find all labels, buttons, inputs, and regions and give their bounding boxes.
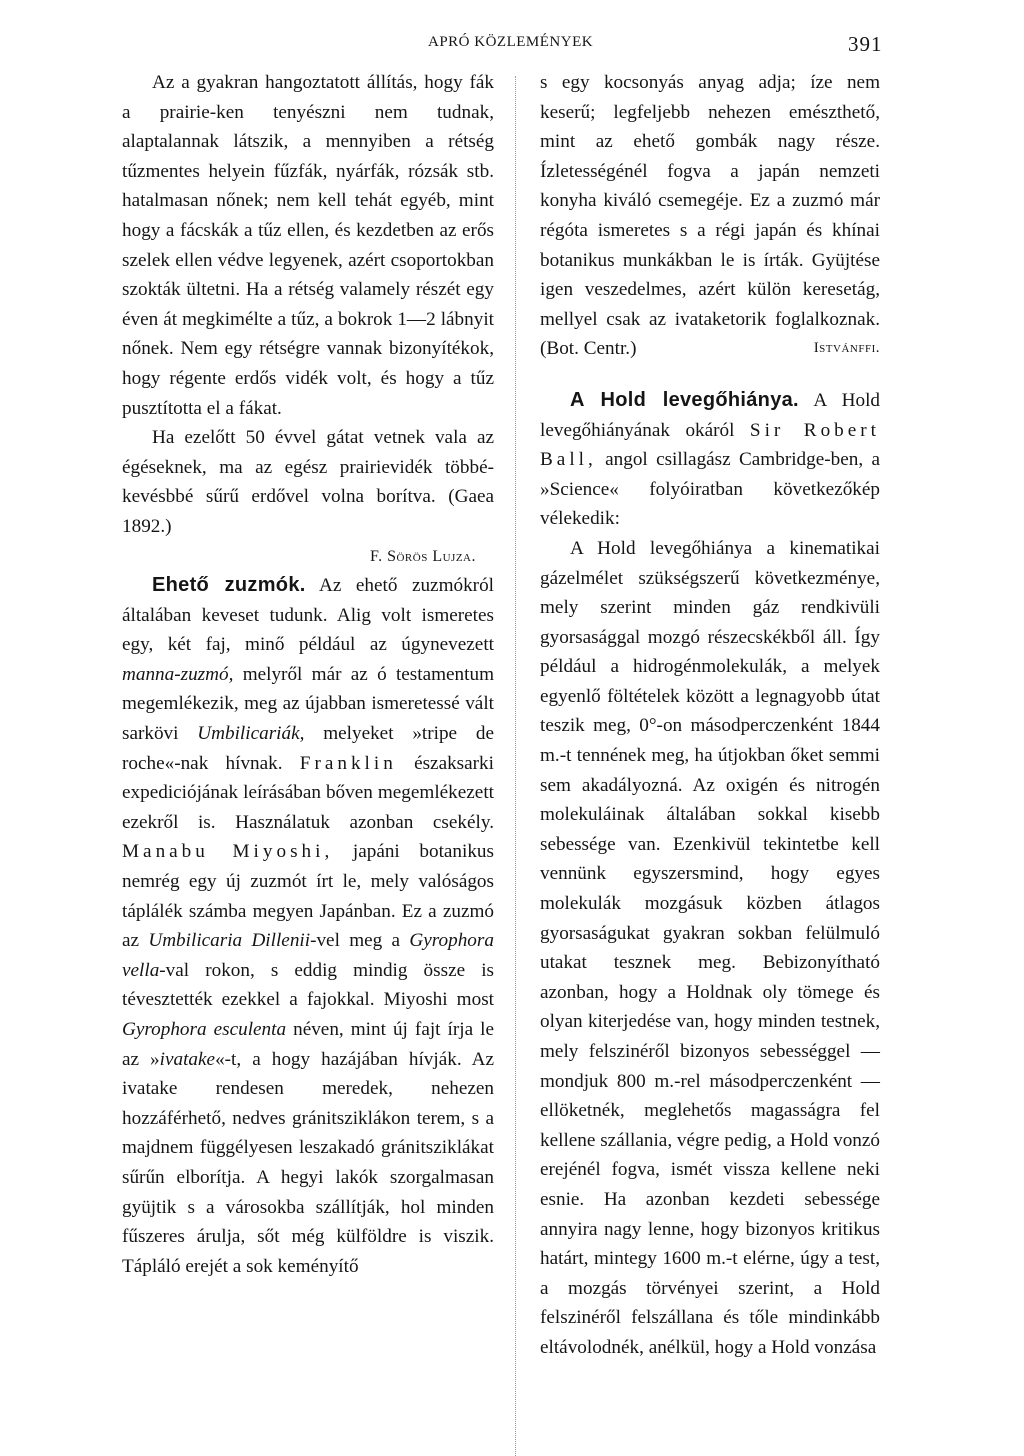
lichen-continuation	[540, 68, 880, 364]
text-span: s egy kocsonyás anyag adja; íze nem keserű; legfeljebb nehezen emészthető, mint az ehető gombák nagy része. Ízletességénél fogva a japán nemzeti konyha kiváló csemegéje. Ez a zuzmó már régóta ismeretes s a régi japán és khínai botanikus munkákban le is írták. Gyüjtése igen veszedelmes, azért külön keresetág, mellyel csak az ivataketorik foglalkoznak. (Bot. Centr.)	[540, 72, 880, 360]
person-name-ball: Sir Robert Ball,	[540, 419, 880, 471]
italic-term: ivatake	[159, 1048, 216, 1070]
text-span: A Hold levegőhiányának okáról	[540, 389, 880, 441]
text-span: -vel meg a	[310, 930, 410, 952]
running-head	[0, 32, 1024, 62]
text-span: angol csillagász Cambridge-ben, a »Science« folyóiratban következőkép vélekedik:	[540, 449, 880, 530]
text-span: japáni botanikus nemrég egy új zuzmót írt le, mely valóságos táplálék számba megyen Japánban. Ez a zuzmó az	[122, 841, 494, 952]
italic-term: Umbilicariák,	[197, 723, 305, 745]
section-gap	[540, 364, 880, 386]
prairie-paragraph-2: Ha ezelőtt 50 évvel gátat vetnek vala az égéseknek, ma az egész prairievidék többé-kevésbbé sűrű erdővel volna borítva. (Gaea 1892.)	[122, 427, 494, 537]
left-column	[122, 68, 494, 1281]
text-span: északsarki expediciójának leírásában bőven megemlékezett ezekről is. Használatuk azonban csekély.	[122, 752, 494, 833]
prairie-paragraph-1: Az a gyakran hangoztatott állítás, hogy fák a prairie-ken tenyészni nem tudnak, alaptalannak látszik, a mennyiben a rétség tűzmentes helyein fűzfák, nyárfák, rózsák stb. hatalmasan nőnek; nem kell tehát egyéb, mint hogy a fácskák a tűz ellen, és kezdetben az erős szelek ellen védve legyenek, azért csoportokban szokták ültetni. Ha a rétség valamely részét egy éven át megkimélte a tűz, a bokrok 1—2 lábnyit nőnek. Nem egy rétségre vannak bizonyítékok, hogy régente erdős vidék volt, és hogy a tűz pusztította el a fákat.	[122, 72, 494, 419]
text-span: «-t, a hogy hazájában hívják. Az ivatake rendesen meredek, nehezen hozzáférhető, nedves gránitsziklákon terem, s a majdnem függélyesen leszakadó gránitsziklákat sűrűn elborítja. A hegyi lakók szorgalmasan gyüjtik s a városokba szállítják, hol minden fűszeres árulja, sőt még külföldre is viszik. Tápláló erejét a sok keményítő	[122, 1048, 494, 1277]
signature-istvanffi: Istvánffi.	[813, 340, 880, 357]
lichen-paragraph	[122, 571, 494, 1281]
right-column	[540, 68, 880, 1363]
text-span: melyről már az ó testamentum megemlékezik, meg az újabban ismeretessé vált sarkövi	[122, 663, 494, 745]
person-name-miyoshi: Manabu Miyoshi,	[122, 841, 334, 863]
signature-soros: F. Sörös Lujza.	[369, 547, 476, 565]
italic-term: Gyrophora vella	[122, 930, 494, 981]
page-number: 391	[848, 32, 883, 56]
moon-intro-paragraph	[540, 386, 880, 534]
text-span: Az ehető zuzmókról általában keveset tudunk. Alig volt ismeretes egy, két faj, minő például az úgynevezett	[122, 575, 494, 656]
person-name-franklin: Franklin	[299, 752, 397, 774]
column-divider	[515, 76, 516, 1456]
section-title-moon: A Hold levegőhiánya.	[570, 388, 799, 411]
text-span: melyeket »tripe de roche«-nak hívnak.	[122, 723, 494, 774]
italic-term: Gyrophora esculenta	[122, 1019, 287, 1040]
text-span: néven, mint új fajt írja le az »	[122, 1019, 494, 1070]
moon-paragraph: A Hold levegőhiánya a kinematikai gázelmélet szükségszerű következménye, mely szerint minden gáz rendkivüli gyorsasággal mozgó részecskékből áll. Így például a hidrogénmolekulák, a melyek egyenlő föltételek között a legnagyobb útat teszik meg, 0°-on másodperczenként 1844 m.-t tennének meg, ha útjokban őket semmi sem akadályozná. Az oxigén és nitrogén molekuláinak általában sokkal kisebb sebessége van. Ezenkivül tekintetbe kell vennünk egyszersmind, hogy egyes molekulák mozgásuk közben átlagos gyorsaságukat gyakran sokban felülmuló utakat tesznek meg. Bebizonyítható azonban, hogy a Holdnak oly tömege és olyan kiterjedése van, hogy minden testnek, mely felszinéről bizonyos sebességgel — mondjuk 800 m.-rel másodperczenként — ellöketnék, meglehetős magasságra fel kellene szállania, végre pedig, a Hold vonzó erejénél fogva, ismét vissza kellene neki esnie. Ha azonban kezdeti sebessége annyira nagy lenne, hogy bizonyos kritikus határt, mintegy 1600 m.-t elérne, úgy a test, a mozgás törvényei szerint, a Hold felszinéről felszállana és tőle mindinkább eltávolodnék, anélkül, hogy a Hold vonzása	[540, 537, 880, 1358]
text-span: -val rokon, s eddig mindig össze is tévesztették ezekkel a fajokkal. Miyoshi most	[122, 959, 494, 1011]
section-title-lichens: Ehető zuzmók.	[152, 574, 306, 597]
italic-term: Umbilicaria Dillenii	[148, 930, 311, 952]
italic-term: manna-zuzmó,	[122, 663, 234, 685]
running-title: APRÓ KÖZLEMÉNYEK	[428, 34, 594, 50]
